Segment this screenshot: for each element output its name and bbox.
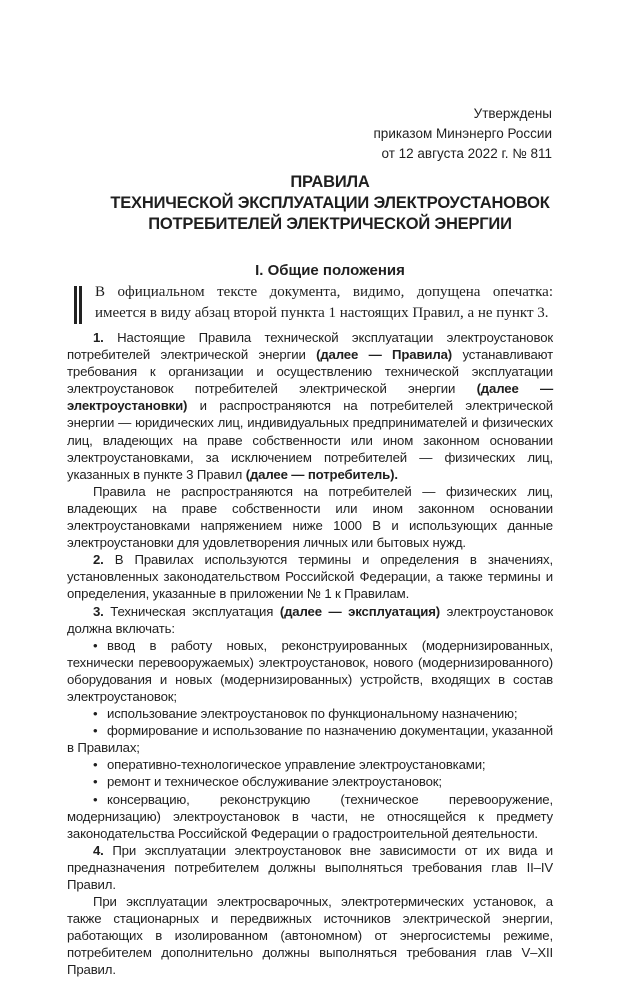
- paragraph-number: 3.: [93, 603, 104, 619]
- paragraph-4: [67, 842, 553, 893]
- bullet-icon: •: [93, 723, 98, 739]
- list-item-text: оперативно-технологическое управление электроустановками;: [107, 757, 486, 773]
- paragraph-1: [67, 329, 553, 483]
- paragraph-2: [67, 551, 553, 602]
- list-item-text: ремонт и техническое обслуживание электроустановок;: [107, 774, 442, 790]
- bullet-icon: •: [93, 706, 98, 722]
- paragraph-number: 1.: [93, 330, 104, 345]
- bullet-icon: •: [93, 774, 98, 790]
- paragraph-1-continuation: Правила не распространяются на потребителей — физических лиц, владеющих на праве собственности или ином законном основании электроустановками напряжением ниже 1000 В и использующих данные электроустановки для удовлетворения личных или бытовых нужд.: [67, 483, 553, 551]
- paragraph-3: [67, 603, 553, 637]
- list-item: [67, 756, 553, 773]
- bullet-icon: •: [93, 637, 98, 653]
- paragraph-4-continuation: При эксплуатации электросварочных, электротермических установок, а также стационарных и передвижных источников электрической энергии, работающих в изолированном (автономном) от энергосистемы режиме, потребителем дополнительно должны выполняться требования глав V–XII Правил.: [67, 894, 553, 978]
- paragraph-text: электроустановок должна включать:: [67, 603, 553, 636]
- document-body: [67, 329, 553, 979]
- title-line-2: ТЕХНИЧЕСКОЙ ЭКСПЛУАТАЦИИ ЭЛЕКТРОУСТАНОВОК: [110, 194, 550, 212]
- title-line-3: ПОТРЕБИТЕЛЕЙ ЭЛЕКТРИЧЕСКОЙ ЭНЕРГИИ: [148, 215, 512, 233]
- list-item: [67, 705, 553, 722]
- note-bar-left: [74, 286, 77, 324]
- list-item: [67, 773, 553, 790]
- paragraph-number: 4.: [93, 842, 104, 858]
- bullet-icon: •: [93, 757, 98, 773]
- section-heading: I. Общие положения: [255, 262, 405, 279]
- paragraph-text: и распространяются на потребителей электрической энергии — юридических лиц, индивидуальных предпринимателей и физических лиц, владеющих на праве собственности или ином законном основании электроустановками, за исключением потребителей — физических лиц, указанных в пункте 3 Правил: [67, 398, 553, 482]
- document-title: [40, 172, 619, 235]
- approval-line-3: от 12 августа 2022 г. № 811: [381, 146, 552, 161]
- approval-line-1: Утверждены: [473, 106, 552, 121]
- term-definition: (далее — Правила): [316, 347, 453, 363]
- paragraph-text: В Правилах используются термины и определения в значениях, установленных законодательством Российской Федерации, а также термины и определения, указанные в приложении № 1 к Правилам.: [67, 552, 553, 602]
- editor-note: В официальном тексте документа, видимо, допущена опечатка: имеется в виду абзац второй пункта 1 настоящих Правил, а не пункт 3.: [95, 284, 553, 321]
- list-item-text: ввод в работу новых, реконструированных (модернизированных, технически перевооружаемых) электроустановок, нового (модернизированного) оборудования и новых (модернизированных) устройств, входящих в состав электроустановок;: [67, 637, 553, 704]
- paragraph-text: устанавливают требования к организации и осуществлению технической эксплуатации электроустановок потребителей электрической энергии: [67, 347, 554, 397]
- term-definition: (далее — электроустановки): [67, 381, 554, 414]
- list-item-text: использование электроустановок по функциональному назначению;: [107, 706, 518, 722]
- title-line-1: ПРАВИЛА: [290, 173, 370, 191]
- paragraph-number: 2.: [93, 552, 104, 568]
- list-item-text: формирование и использование по назначению документации, указанной в Правилах;: [67, 723, 553, 756]
- list-item-text: консервацию, реконструкцию (техническое перевооружение, модернизацию) электроустановок в части, не относящейся к предмету законодательства Российской Федерации о градостроительной деятельности.: [67, 791, 553, 841]
- term-definition: (далее — потребитель).: [245, 466, 398, 482]
- term-definition: (далее — эксплуатация): [279, 603, 440, 619]
- bullet-icon: •: [93, 791, 98, 807]
- note-bar-right: [79, 286, 82, 324]
- list-item: [67, 637, 553, 705]
- approval-block: [374, 104, 553, 164]
- list-item: [67, 722, 553, 756]
- paragraph-text: Настоящие Правила технической эксплуатации электроустановок потребителей электрической энергии: [67, 330, 553, 363]
- paragraph-text: Техническая эксплуатация: [103, 603, 280, 619]
- approval-line-2: приказом Минэнерго России: [373, 126, 552, 141]
- paragraph-text: При эксплуатации электроустановок вне зависимости от их вида и предназначения потребителем должны выполняться требования глав II–IV Правил.: [67, 842, 553, 892]
- list-item: [67, 791, 553, 842]
